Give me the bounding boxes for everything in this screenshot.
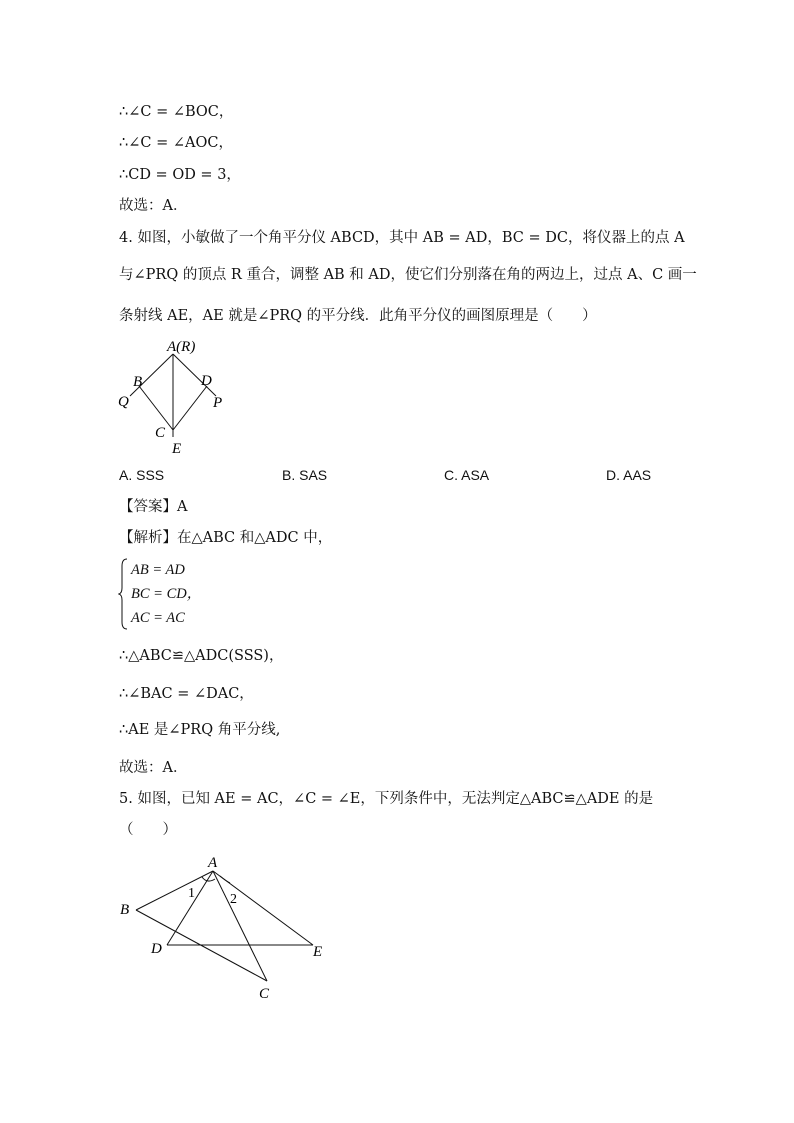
system-eq-2: BC = CD， — [131, 586, 202, 602]
option-b: B. SAS — [282, 467, 328, 483]
angle-label-2: 2 — [230, 892, 237, 907]
label-a: A — [208, 855, 218, 871]
option-d: D. AAS — [606, 467, 652, 483]
label-e: E — [172, 441, 182, 457]
system-brace — [118, 558, 128, 630]
conclusion-angles: ∴∠BAC = ∠DAC， — [119, 686, 254, 702]
question-5-line-1: 5. 如图，已知 AE = AC，∠C = ∠E，下列条件中，无法判定△ABC≌△ADE 的是 — [119, 791, 654, 807]
explanation-intro: 【解析】在△ABC 和△ADC 中， — [119, 530, 333, 546]
conclusion-bisector: ∴AE 是∠PRQ 角平分线, — [119, 722, 281, 738]
label-b: B — [120, 902, 130, 918]
answer-choice-prev: 故选：A． — [119, 198, 188, 214]
question-4-line-2: 与∠PRQ 的顶点 R 重合，调整 AB 和 AD，使它们分别落在角的两边上，过点 A、C 画一 — [119, 267, 697, 283]
option-a: A. SSS — [119, 467, 165, 483]
step-cd-od: ∴CD = OD = 3， — [119, 167, 241, 183]
question-4-line-1: 4. 如图，小敏做了一个角平分仪 ABCD，其中 AB = AD，BC = DC，将仪器上的点 A — [119, 230, 685, 246]
label-d: D — [151, 941, 162, 957]
system-eq-3: AC = AC — [131, 610, 185, 626]
label-e: E — [313, 944, 323, 960]
angle-label-1: 1 — [188, 886, 195, 901]
answer-choice: 故选：A． — [119, 760, 188, 776]
label-a-r: A(R) — [167, 339, 196, 355]
label-p: P — [213, 395, 223, 411]
label-c: C — [155, 425, 166, 441]
label-c: C — [259, 986, 270, 1002]
angle-bisector-figure — [112, 334, 232, 459]
question-4-line-3: 条射线 AE，AE 就是∠PRQ 的平分线．此角平分仪的画图原理是（ ） — [119, 308, 597, 324]
question-5-line-2: （ ） — [119, 822, 177, 838]
step-angle-c-aoc: ∴∠C = ∠AOC， — [119, 135, 233, 151]
conclusion-congruent: ∴△ABC≌△ADC(SSS)， — [119, 648, 284, 664]
label-q: Q — [118, 394, 129, 410]
triangles-figure — [112, 848, 342, 1008]
option-c: C. ASA — [444, 467, 490, 483]
step-angle-c-boc: ∴∠C = ∠BOC， — [119, 104, 234, 120]
label-d: D — [201, 373, 212, 389]
answer-label: 【答案】A — [119, 499, 188, 515]
system-eq-1: AB = AD — [131, 562, 185, 578]
label-b: B — [133, 374, 143, 390]
